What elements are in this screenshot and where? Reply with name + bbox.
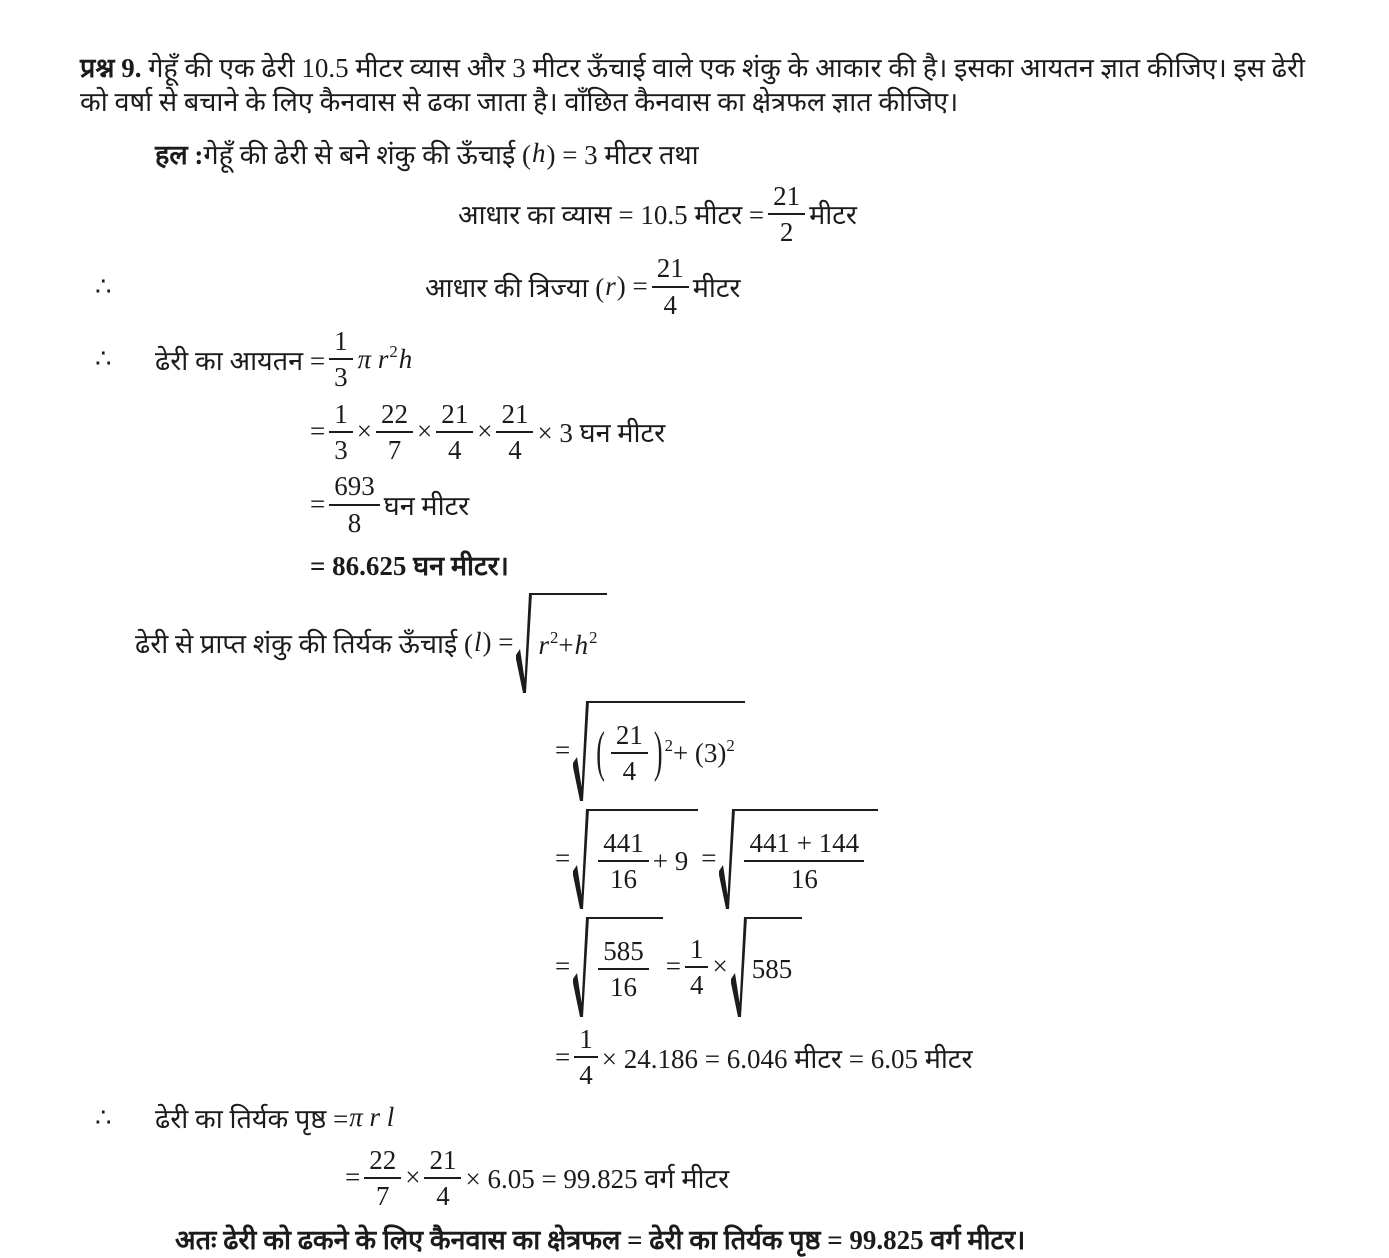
solution-lines [0,134,1389,1258]
line-content [155,1099,395,1136]
math-square-root [573,809,698,909]
math-text: = [345,1162,360,1193]
fraction-numerator: 21 [496,400,533,433]
square-root-content [735,809,878,909]
math-text: = [555,843,570,874]
math-variable: r [537,630,550,661]
math-fraction [376,400,413,465]
math-fraction [436,400,473,465]
line-content [345,1146,729,1211]
conclusion [0,1218,1389,1258]
math-square-root [731,917,803,1017]
math-variable: h [398,344,414,375]
square-root-content: r $^2$ + h $^2$ [532,593,607,693]
math-text: = [310,416,325,447]
math-fraction [611,721,648,786]
math-square-root [573,917,663,1017]
therefore-symbol: ∴ [95,1103,112,1133]
fraction-numerator: 22 [376,400,413,433]
fraction-denominator: 7 [376,433,413,464]
math-text: ढेरी से प्राप्त शंकु की तिर्यक ऊँचाई ( [135,624,473,661]
volume-formula [0,327,1389,392]
math-text: ढेरी का आयतन = [155,341,325,378]
math-fraction [685,935,709,1000]
therefore-symbol: ∴ [95,272,112,302]
line-content: ढेरी का आयतन = $\frac{1}{3}$ π r $^2$ h [155,327,413,392]
fraction-denominator: 4 [424,1179,461,1210]
math-text: मीटर [693,268,741,305]
math-fraction [598,829,649,894]
volume-result [0,545,1389,585]
math-text: आधार का व्यास = 10.5 मीटर = [458,195,764,232]
base-diameter [0,182,1389,247]
lateral-surface-substitution [0,1146,1389,1211]
fraction-denominator: 7 [364,1179,401,1210]
math-square-root [516,593,607,693]
fraction-numerator: 693 [329,472,380,505]
radical-icon [719,809,735,909]
radical-icon [516,593,532,693]
math-text: गेहूँ की ढेरी से बने शंकु की ऊँचाई ( [203,135,531,172]
math-fraction [329,327,353,392]
radical-icon [731,917,747,1017]
math-variable: h [574,630,590,661]
math-text: 585 [752,954,793,985]
math-variable: l [473,627,483,658]
math-fraction [744,829,864,894]
math-text: + [558,630,573,661]
math-text: × [357,416,372,447]
math-variable: h [531,138,547,169]
square-root-content [589,917,663,1017]
solution-intro [0,134,1389,174]
fraction-denominator: 4 [496,433,533,464]
fraction-numerator: 1 [685,935,709,968]
fraction-denominator: 8 [329,506,380,537]
fraction-denominator: 4 [652,288,689,319]
math-variable: π r l [348,1102,395,1133]
fraction-numerator: 21 [436,400,473,433]
fraction-numerator: 22 [364,1146,401,1179]
radical-icon [573,809,589,909]
line-content [310,400,665,465]
radical-icon [573,701,589,801]
fraction-numerator: 585 [598,937,649,970]
fraction-numerator: 441 + 144 [744,829,864,862]
line-content [555,809,881,909]
math-text: × [417,416,432,447]
line-content [155,135,699,172]
math-text: घन मीटर [384,486,469,523]
math-text: ढेरी का तिर्यक पृष्ठ = [155,1099,348,1136]
line-content [555,701,748,801]
math-text: = [310,489,325,520]
math-text: × 3 घन मीटर [537,413,665,450]
line-content [555,917,805,1017]
volume-substitution [0,400,1389,465]
volume-as-fraction [0,472,1389,537]
math-text: ) = 3 मीटर तथा [546,135,698,172]
math-fraction [424,1146,461,1211]
math-square-root [719,809,878,909]
math-text: = [555,951,570,982]
line-content [458,182,857,247]
question-paragraph [80,52,1320,120]
math-variable: π r [357,344,390,375]
fraction-denominator: 2 [768,215,805,246]
square-root-content: ( $\frac{21}{4}$ ) $^2$ + (3) $^2$ [589,701,745,801]
math-text: × 6.05 = 99.825 वर्ग मीटर [465,1159,729,1196]
fraction-denominator: 3 [329,360,353,391]
fraction-numerator: 1 [329,327,353,360]
fraction-numerator: 21 [424,1146,461,1179]
fraction-numerator: 21 [652,254,689,287]
solution-label: हल : [155,135,203,172]
math-text: आधार की त्रिज्या ( [425,268,604,305]
fraction-denominator: 4 [685,968,709,999]
math-fraction [496,400,533,465]
slant-height-result [0,1025,1389,1090]
math-text: × [712,951,727,982]
math-text: ) = [617,271,648,302]
math-text: + 9 [653,846,688,877]
math-text: = [555,735,570,766]
math-text: अतः ढेरी को ढकने के लिए कैनवास का क्षेत्रफल = ढेरी का तिर्यक पृष्ठ = 99.825 वर्ग मीटर। [175,1220,1025,1257]
left-paren: ( [596,721,605,786]
math-text: = 86.625 घन मीटर। [310,546,509,583]
line-content [175,1220,1025,1257]
math-square-root [573,701,745,801]
math-text: मीटर [809,195,857,232]
square-root-content [747,917,803,1017]
slant-height-step-3 [0,917,1389,1017]
slant-height-formula [0,593,1389,693]
math-text: × [405,1162,420,1193]
math-text: = [701,843,716,874]
line-content [135,593,610,693]
math-fraction [364,1146,401,1211]
line-content [555,1025,973,1090]
fraction-denominator: 4 [436,433,473,464]
fraction-numerator: 1 [329,400,353,433]
scanned-page [0,52,1389,1162]
math-variable: r [604,271,617,302]
fraction-denominator: 3 [329,433,353,464]
math-fraction [652,254,689,319]
lateral-surface-formula [0,1098,1389,1138]
question-text: गेहूँ की एक ढेरी 10.5 मीटर व्यास और 3 मीटर ऊँचाई वाले एक शंकु के आकार की है। इसका आयतन ज्ञात कीजिए। इस ढेरी को वर्षा से बचाने के लिए कैनवास से ढका जाता है। वाँछित कैनवास का क्षेत्रफल ज्ञात कीजिए। [80,53,1305,117]
question-number: प्रश्न 9. [80,53,141,83]
fraction-denominator: 16 [744,862,864,893]
line-content [310,472,469,537]
fraction-denominator: 4 [611,754,648,785]
slant-height-step-2 [0,809,1389,909]
math-fraction [768,182,805,247]
math-text: = [666,951,681,982]
right-paren: ) [654,721,663,786]
fraction-denominator: 16 [598,970,649,1001]
math-text: = [555,1042,570,1073]
fraction-numerator: 441 [598,829,649,862]
math-fraction [329,400,353,465]
math-text: × [477,416,492,447]
fraction-denominator: 16 [598,862,649,893]
square-root-content [589,809,698,909]
math-text: ) = [483,627,514,658]
slant-height-step-1 [0,701,1389,801]
fraction-numerator: 21 [611,721,648,754]
therefore-symbol: ∴ [95,344,112,374]
fraction-denominator: 4 [574,1058,598,1089]
line-content [310,546,509,583]
math-fraction [598,937,649,1002]
math-text: + (3) [673,738,726,769]
math-text: × 24.186 = 6.046 मीटर = 6.05 मीटर [602,1039,973,1076]
line-content [425,254,740,319]
math-fraction [574,1025,598,1090]
fraction-numerator: 21 [768,182,805,215]
radical-icon [573,917,589,1017]
base-radius [0,254,1389,319]
math-fraction [329,472,380,537]
fraction-numerator: 1 [574,1025,598,1058]
